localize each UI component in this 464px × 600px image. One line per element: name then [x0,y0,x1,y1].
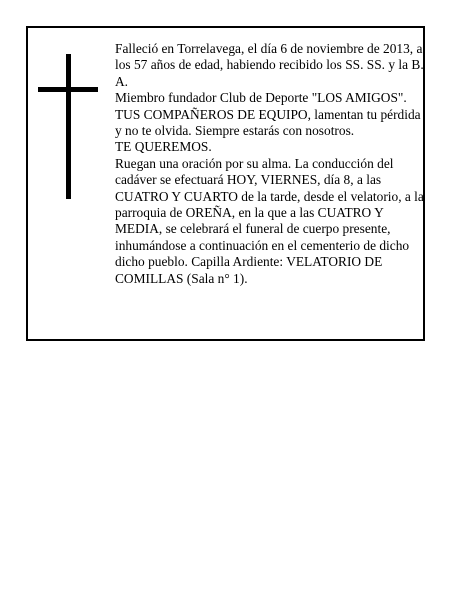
notice-paragraph-love: TE QUEREMOS. [115,139,212,155]
notice-paragraph-teammates: TUS COMPAÑEROS DE EQUIPO, lamentan tu pérdida y no te olvida. Siempre estarás con nosotros. [115,106,421,139]
notice-text [115,41,425,287]
notice-paragraph-death: Falleció en Torrelavega, el día 6 de noviembre de 2013, a los 57 años de edad, habiendo recibido los SS. SS. y la B. A. [115,41,424,89]
cross-horizontal-bar [38,87,98,92]
cross-vertical-bar [66,54,71,199]
notice-paragraph-funeral: Ruegan una oración por su alma. La conducción del cadáver se efectuará HOY, VIERNES, día 8, a las CUATRO Y CUARTO de la tarde, desde el velatorio, a la parroquia de OREÑA, en la que a las CUATRO Y MEDIA, se celebrará el funeral de cuerpo presente, inhumándose a continuación en el cementerio de dicho dicho pueblo. Capilla Ardiente: VELATORIO DE COMILLAS (Sala n° 1). [115,155,424,286]
cross-icon [38,54,98,199]
obituary-notice [26,26,425,341]
notice-paragraph-member: Miembro fundador Club de Deporte "LOS AMIGOS". [115,90,407,106]
